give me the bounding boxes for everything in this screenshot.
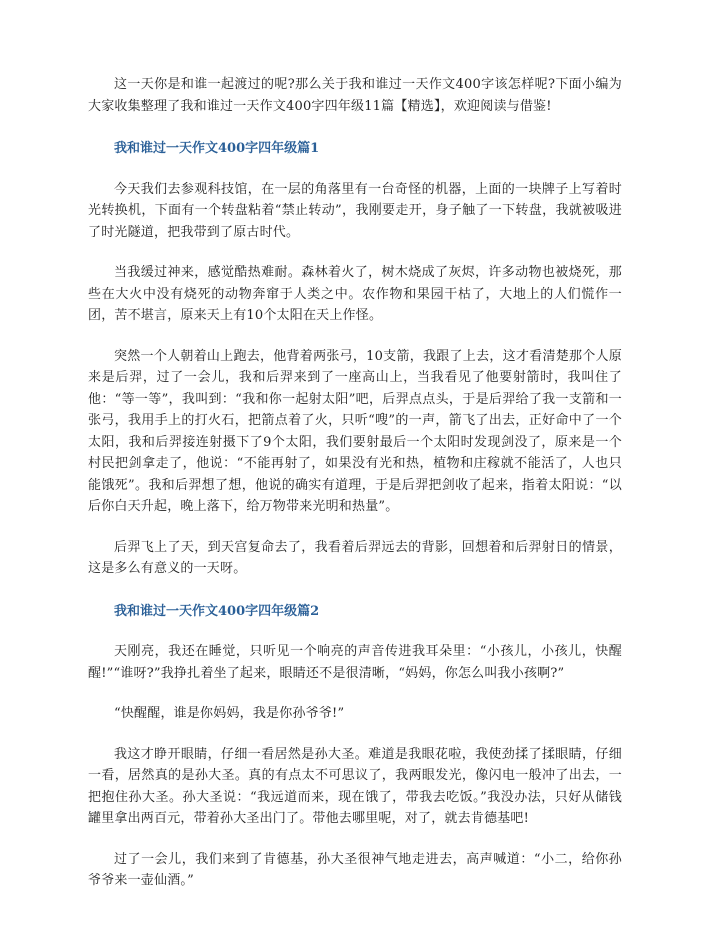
section-2-paragraph-2: “快醒醒，谁是你妈妈，我是你孙爷爷!” <box>114 706 345 721</box>
intro-paragraph: 这一天你是和谁一起渡过的呢?那么关于我和谁过一天作文400字该怎样呢?下面小编为大家收集整理了我和谁过一天作文400字四年级11篇【精选】，欢迎阅读与借鉴! <box>88 77 622 114</box>
section-1-paragraph-3: 突然一个人朝着山上跑去，他背着两张弓，10支箭，我跟了上去，这才看清楚那个人原来是后羿，过了一会儿，我和后羿来到了一座高山上，当我看见了他要射箭时，我叫住了他：“等一等”，我叫到：“我和你一起射太阳”吧，后羿点点头，于是后羿给了我一支箭和一张弓，我用手上的打火石，把箭点着了火，只听“嗖”的一声，箭飞了出去，正好命中了一个太阳，我和后羿接连射摄下了9个太阳，我们要射最后一个太阳时发现剑没了，原来是一个村民把剑拿走了，他说：“不能再射了，如果没有光和热，植物和庄稼就不能活了，人也只能饿死”。我和后羿想了想，他说的确实有道理，于是后羿把剑收了起来，指着太阳说：“以后你白天升起，晚上落下，给万物带来光明和热量”。 <box>88 348 622 514</box>
section-2-paragraph-1: 天刚亮，我还在睡觉，只听见一个响亮的声音传进我耳朵里：“小孩儿，小孩儿，快醒醒!”“谁呀?”我挣扎着坐了起来，眼睛还不是很清晰，“妈妈，你怎么叫我小孩啊?” <box>88 644 622 681</box>
section-2-paragraph-4: 过了一会儿，我们来到了肯德基，孙大圣很神气地走进去，高声喊道：“小二，给你孙爷爷来一壶仙酒。” <box>88 851 622 888</box>
section-2-title: 我和谁过一天作文400字四年级篇2 <box>114 603 320 619</box>
section-1-title: 我和谁过一天作文400字四年级篇1 <box>114 141 320 156</box>
section-2-paragraph-3: 我这才睁开眼睛，仔细一看居然是孙大圣。难道是我眼花啦，我使劲揉了揉眼睛，仔细一看，居然真的是孙大圣。真的有点太不可思议了，我两眼发光，像闪电一般冲了出去，一把抱住孙大圣。孙大圣说：“我远道而来，现在饿了，带我去吃饭。”我没办法，只好从储钱罐里拿出两百元，带着孙大圣出门了。带他去哪里呢，对了，就去肯德基吧! <box>88 746 622 826</box>
section-1-paragraph-4: 后羿飞上了天，到天宫复命去了，我看着后羿远去的背影，回想着和后羿射日的情景，这是多么有意义的一天呀。 <box>88 539 622 576</box>
section-1-paragraph-2: 当我缓过神来，感觉酷热难耐。森林着火了，树木烧成了灰烬，许多动物也被烧死，那些在大火中没有烧死的动物奔窜于人类之中。农作物和果园干枯了，大地上的人们慌作一团，苦不堪言，原来天上有10个太阳在天上作怪。 <box>88 265 622 323</box>
section-1-paragraph-1: 今天我们去参观科技馆，在一层的角落里有一台奇怪的机器，上面的一块牌子上写着时光转换机，下面有一个转盘粘着“禁止转动”，我刚要走开，身子触了一下转盘，我就被吸进了时光隧道，把我带到了原古时代。 <box>88 181 622 240</box>
